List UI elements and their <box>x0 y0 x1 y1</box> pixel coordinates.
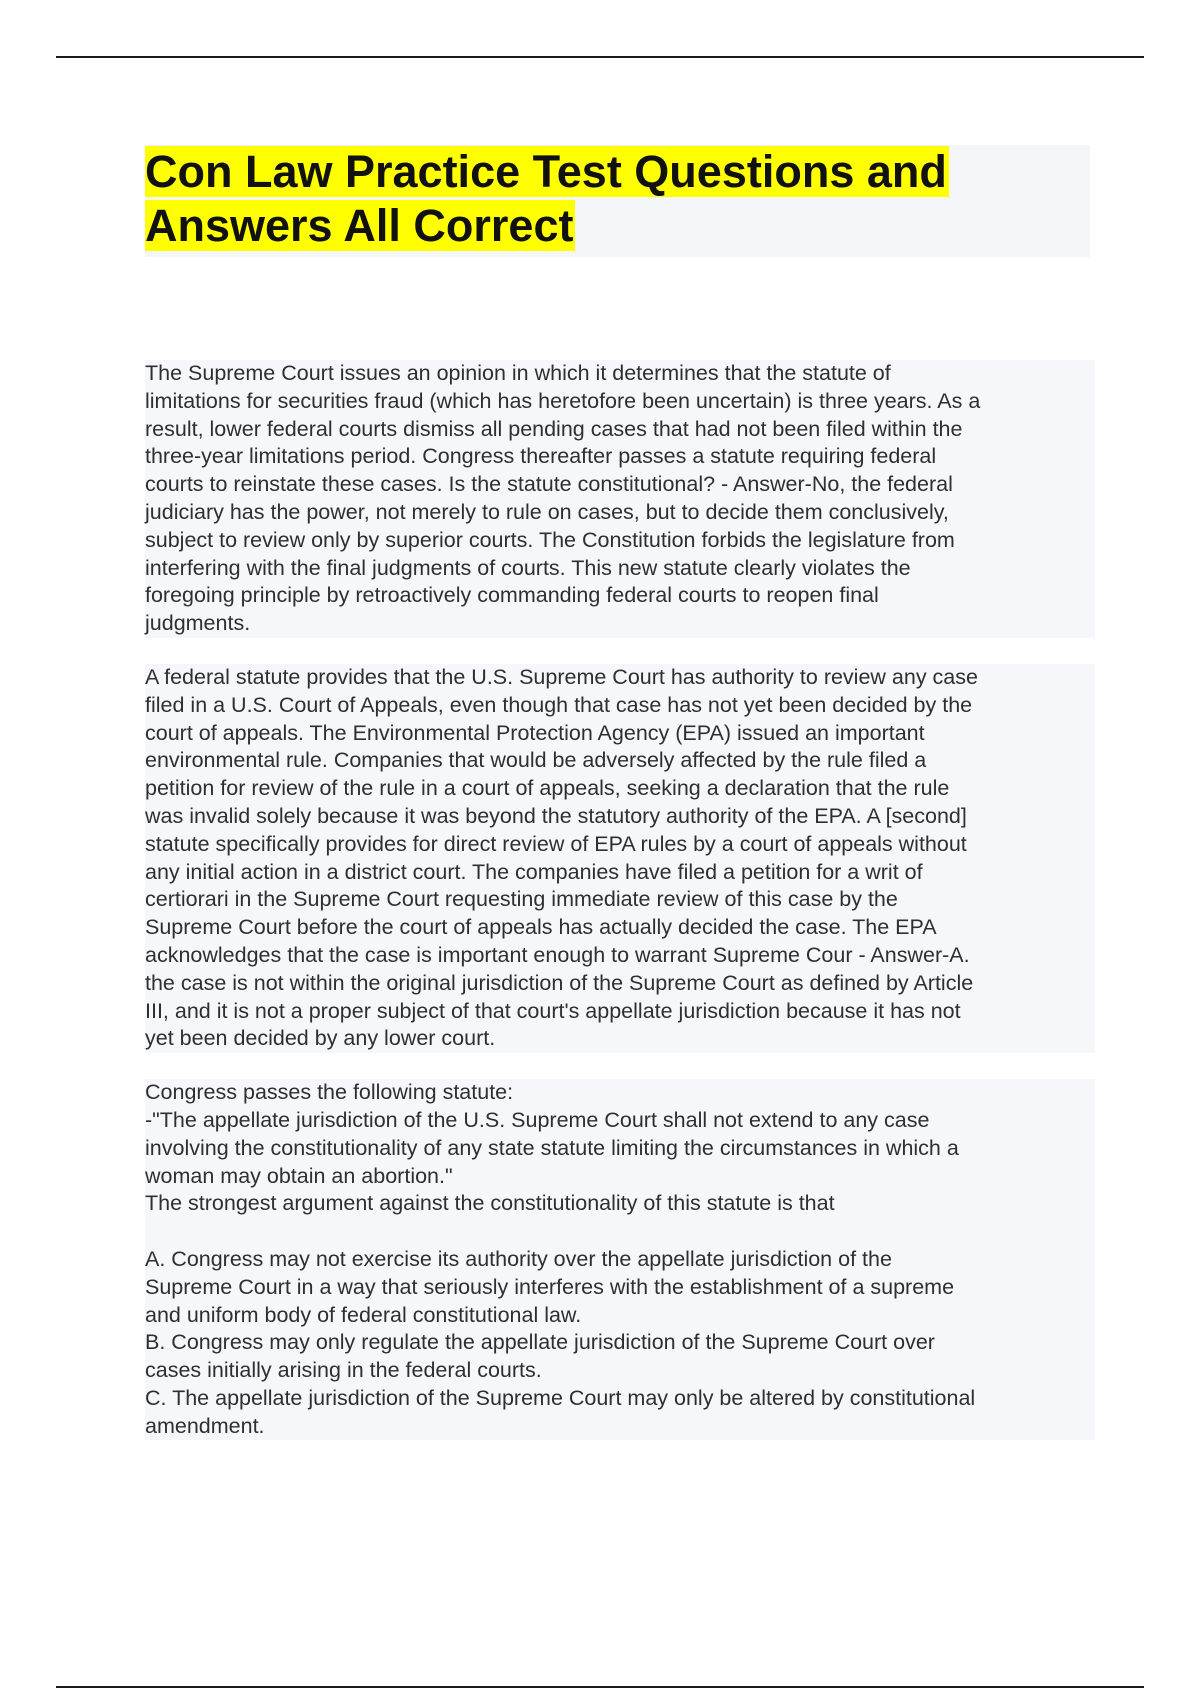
text-line: petition for review of the rule in a court of appeals, seeking a declaration that the rule <box>145 776 950 801</box>
bottom-rule <box>56 1686 1144 1688</box>
question-3-options <box>145 1246 1095 1441</box>
paragraph-gap <box>145 1218 1095 1246</box>
text-line: statute specifically provides for direct review of EPA rules by a court of appeals without <box>145 831 967 856</box>
text-line: C. The appellate jurisdiction of the Supreme Court may only be altered by constitutional <box>145 1385 976 1410</box>
text-line: judgments. <box>145 611 251 636</box>
text-line: environmental rule. Companies that would be adversely affected by the rule filed a <box>145 748 927 773</box>
title-line-2: Answers All Correct <box>145 200 574 251</box>
text-line: The strongest argument against the constitutionality of this statute is that <box>145 1191 835 1216</box>
text-line: involving the constitutionality of any state statute limiting the circumstances in which a <box>145 1135 959 1160</box>
text-line: A federal statute provides that the U.S. Supreme Court has authority to review any case <box>145 664 978 689</box>
text-line: woman may obtain an abortion." <box>145 1163 453 1188</box>
text-line: was invalid solely because it was beyond the statutory authority of the EPA. A [second] <box>145 803 967 828</box>
text-line: yet been decided by any lower court. <box>145 1026 496 1051</box>
text-line: and uniform body of federal constitutional law. <box>145 1302 582 1327</box>
text-line: result, lower federal courts dismiss all pending cases that had not been filed within the <box>145 416 963 441</box>
question-1 <box>145 360 1095 638</box>
text-line: foregoing principle by retroactively commanding federal courts to reopen final <box>145 583 879 608</box>
text-line: The Supreme Court issues an opinion in which it determines that the statute of <box>145 361 891 385</box>
text-line: filed in a U.S. Court of Appeals, even though that case has not yet been decided by the <box>145 692 973 717</box>
top-rule <box>56 56 1144 58</box>
question-2 <box>145 664 1095 1053</box>
text-line: the case is not within the original jurisdiction of the Supreme Court as defined by Article <box>145 970 974 995</box>
text-line: A. Congress may not exercise its authority over the appellate jurisdiction of the <box>145 1246 892 1271</box>
page-title <box>145 145 1090 253</box>
text-line: amendment. <box>145 1413 265 1438</box>
text-line: Supreme Court before the court of appeals has actually decided the case. The EPA <box>145 915 937 940</box>
text-line: limitations for securities fraud (which has heretofore been uncertain) is three years. As a <box>145 388 981 413</box>
text-line: judiciary has the power, not merely to rule on cases, but to decide them conclusively, <box>145 499 949 524</box>
text-line: court of appeals. The Environmental Protection Agency (EPA) issued an important <box>145 720 925 745</box>
text-line: certiorari in the Supreme Court requesting immediate review of this case by the <box>145 887 898 912</box>
text-line: B. Congress may only regulate the appellate jurisdiction of the Supreme Court over <box>145 1330 935 1355</box>
title-line-1: Con Law Practice Test Questions and <box>145 146 947 197</box>
document-body <box>145 360 1095 1466</box>
text-line: interfering with the final judgments of courts. This new statute clearly violates the <box>145 555 911 580</box>
title-block <box>145 145 1090 257</box>
text-line: cases initially arising in the federal courts. <box>145 1358 542 1383</box>
text-line: acknowledges that the case is important enough to warrant Supreme Cour - Answer-A. <box>145 942 970 967</box>
text-line: subject to review only by superior courts. The Constitution forbids the legislature from <box>145 527 955 552</box>
text-line: -"The appellate jurisdiction of the U.S. Supreme Court shall not extend to any case <box>145 1107 930 1132</box>
text-line: three-year limitations period. Congress thereafter passes a statute requiring federal <box>145 444 937 469</box>
text-line: Supreme Court in a way that seriously interferes with the establishment of a supreme <box>145 1274 955 1299</box>
text-line: Congress passes the following statute: <box>145 1080 514 1105</box>
question-3 <box>145 1079 1095 1440</box>
text-line: any initial action in a district court. The companies have filed a petition for a writ of <box>145 859 923 884</box>
text-line: III, and it is not a proper subject of that court's appellate jurisdiction because it has not <box>145 998 961 1023</box>
question-3-stem <box>145 1079 1095 1218</box>
text-line: courts to reinstate these cases. Is the statute constitutional? - Answer-No, the federal <box>145 472 953 497</box>
